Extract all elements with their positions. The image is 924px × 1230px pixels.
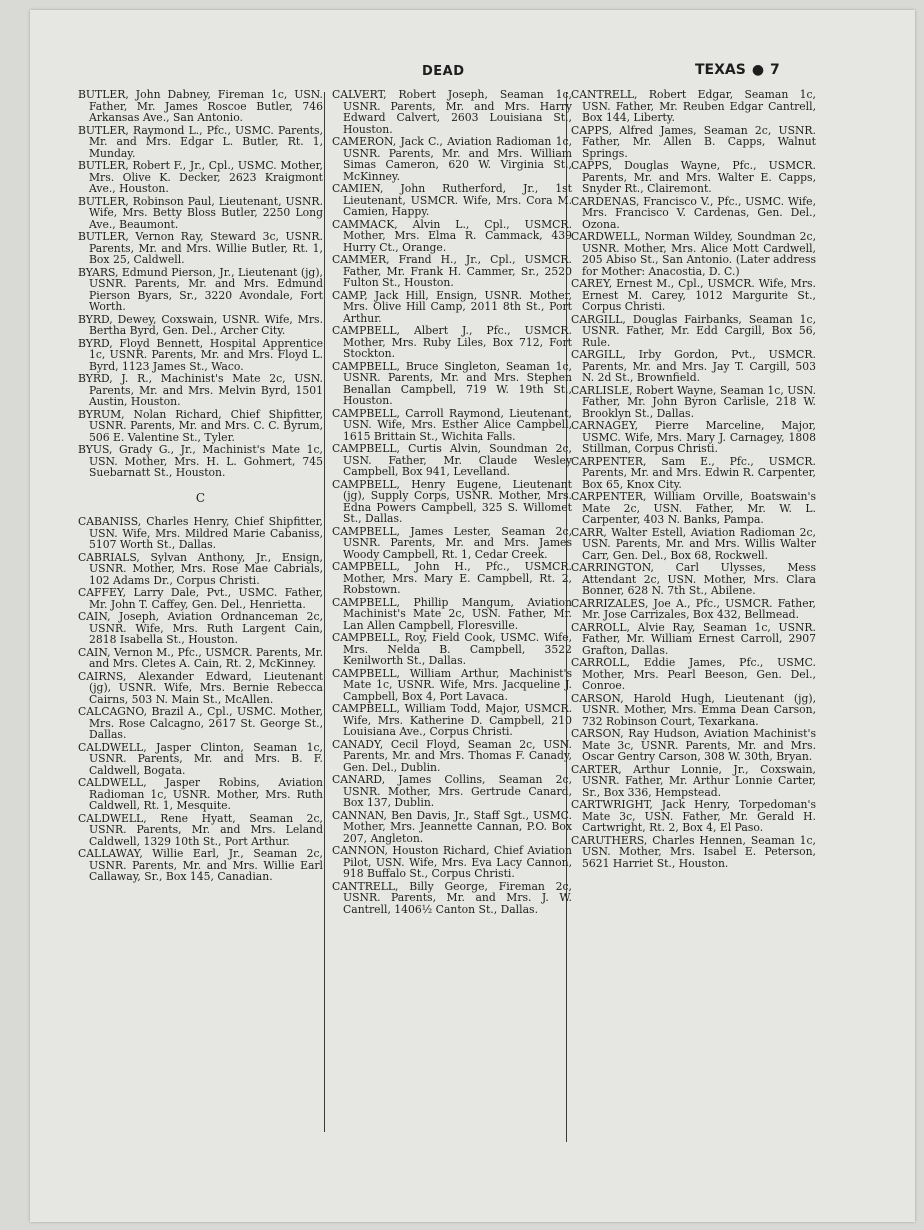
- list-item: CAMPBELL, Bruce Singleton, Seaman 1c, USNR. Parents, Mr. and Mrs. Stephen Benallan Campbell, 719 W. 19th St., Houston.: [332, 359, 572, 407]
- list-item: CARGILL, Irby Gordon, Pvt., USMCR. Parents, Mr. and Mrs. Jay T. Cargill, 503 N. 2d St., Brownfield.: [571, 348, 816, 384]
- state-page-label: [695, 62, 780, 78]
- section-letter: C: [195, 490, 206, 505]
- column-3: [571, 89, 816, 870]
- list-item: CAMPBELL, John H., Pfc., USMCR. Mother, Mrs. Mary E. Campbell, Rt. 2, Robstown.: [332, 560, 572, 596]
- list-item: BYARS, Edmund Pierson, Jr., Lieutenant (jg), USNR. Parents, Mr. and Mrs. Edmund Pierson Byars, Sr., 3220 Avondale, Fort Worth.: [78, 265, 323, 313]
- list-item: BYRD, Floyd Bennett, Hospital Apprentice 1c, USNR. Parents, Mr. and Mrs. Floyd L. Byrd, 1123 James St., Waco.: [78, 336, 323, 373]
- page-number: 7: [770, 62, 780, 78]
- list-item: CAMIEN, John Rutherford, Jr., 1st Lieutenant, USMCR. Wife, Mrs. Cora M. Camien, Happy.: [332, 182, 572, 218]
- list-item: CAMPBELL, Phillip Mangum, Aviation Machinist's Mate 2c, USN. Father, Mr. Lan Allen Campbell, Floresville.: [332, 595, 572, 632]
- list-item: CAIN, Joseph, Aviation Ordnanceman 2c, USNR. Wife, Mrs. Ruth Largent Cain, 2818 Isabella St., Houston.: [78, 610, 323, 646]
- list-item: CARPENTER, Sam E., Pfc., USMCR. Parents, Mr. and Mrs. Edwin R. Carpenter, Box 65, Knox City.: [571, 454, 816, 491]
- list-item: CANTRELL, Robert Edgar, Seaman 1c, USN. Father, Mr. Reuben Edgar Cantrell, Box 144, Liberty.: [571, 88, 816, 124]
- list-item: CANNON, Houston Richard, Chief Aviation Pilot, USN. Wife, Mrs. Eva Lacy Cannon, 918 Buffalo St., Corpus Christi.: [332, 844, 572, 880]
- bullet-separator: ●: [751, 62, 765, 78]
- list-item: CAPPS, Douglas Wayne, Pfc., USMCR. Parents, Mr. and Mrs. Walter E. Capps, Snyder Rt., Clairemont.: [571, 159, 816, 195]
- list-item: CARROLL, Eddie James, Pfc., USMC. Mother, Mrs. Pearl Beeson, Gen. Del., Conroe.: [571, 656, 816, 692]
- list-item: CAMPBELL, William Todd, Major, USMCR. Wife, Mrs. Katherine D. Campbell, 210 Louisiana Ave., Corpus Christi.: [332, 702, 572, 738]
- list-item: CAMMER, Frand H., Jr., Cpl., USMCR. Father, Mr. Frank H. Cammer, Sr., 2520 Fulton St., Houston.: [332, 253, 572, 289]
- list-item: CAREY, Ernest M., Cpl., USMCR. Wife, Mrs. Ernest M. Carey, 1012 Margurite St., Corpus Christi.: [571, 277, 816, 313]
- list-item: BYUS, Grady G., Jr., Machinist's Mate 1c, USN. Mother, Mrs. H. L. Gohmert, 745 Suebarnatt St., Houston.: [78, 443, 323, 479]
- list-item: CALVERT, Robert Joseph, Seaman 1c, USNR. Parents, Mr. and Mrs. Harry Edward Calvert, 2603 Louisiana St., Houston.: [332, 88, 572, 136]
- list-item: CALCAGNO, Brazil A., Cpl., USMC. Mother, Mrs. Rose Calcagno, 2617 St. George St., Dallas.: [78, 705, 323, 741]
- list-item: BUTLER, Raymond L., Pfc., USMC. Parents, Mr. and Mrs. Edgar L. Butler, Rt. 1, Munday.: [78, 123, 323, 160]
- list-item: CABRIALS, Sylvan Anthony, Jr., Ensign, USNR. Mother, Mrs. Rose Mae Cabrials, 102 Adams Dr., Corpus Christi.: [78, 550, 323, 587]
- list-item: CAFFEY, Larry Dale, Pvt., USMC. Father, Mr. John T. Caffey, Gen. Del., Henrietta.: [78, 586, 323, 611]
- page-heading: DEAD: [422, 64, 465, 79]
- list-item: CARSON, Harold Hugh, Lieutenant (jg), USNR. Mother, Mrs. Emma Dean Carson, 732 Robinson Court, Texarkana.: [571, 691, 816, 728]
- list-item: CAMPBELL, Albert J., Pfc., USMCR. Mother, Mrs. Ruby Liles, Box 712, Fort Stockton.: [332, 324, 572, 360]
- list-item: CAIRNS, Alexander Edward, Lieutenant (jg), USNR. Wife, Mrs. Bernie Rebecca Cairns, 503 N. Main St., McAllen.: [78, 669, 323, 706]
- list-item: CANTRELL, Billy George, Fireman 2c, USNR. Parents, Mr. and Mrs. J. W. Cantrell, 1406½ Canton St., Dallas.: [332, 879, 572, 916]
- list-item: CAMPBELL, Roy, Field Cook, USMC. Wife, Mrs. Nelda B. Campbell, 3522 Kenilworth St., Dallas.: [332, 631, 572, 667]
- list-item: CALDWELL, Rene Hyatt, Seaman 2c, USNR. Parents, Mr. and Mrs. Leland Caldwell, 1329 10th St., Port Arthur.: [78, 811, 323, 848]
- list-item: CAPPS, Alfred James, Seaman 2c, USNR. Father, Mr. Allen B. Capps, Walnut Springs.: [571, 123, 816, 160]
- list-item: CARGILL, Douglas Fairbanks, Seaman 1c, USNR. Father, Mr. Edd Cargill, Box 56, Rule.: [571, 312, 816, 349]
- column-1: [78, 89, 323, 884]
- list-item: CARRINGTON, Carl Ulysses, Mess Attendant 2c, USN. Mother, Mrs. Clara Bonner, 628 N. 7th St., Abilene.: [571, 561, 816, 597]
- list-item: CARDENAS, Francisco V., Pfc., USMC. Wife, Mrs. Francisco V. Cardenas, Gen. Del., Ozona.: [571, 194, 816, 231]
- document-page: [30, 10, 915, 1222]
- list-item: CARUTHERS, Charles Hennen, Seaman 1c, USN. Mother, Mrs. Isabel E. Peterson, 5621 Harriet St., Houston.: [571, 833, 816, 870]
- list-item: CARNAGEY, Pierre Marceline, Major, USMC. Wife, Mrs. Mary J. Carnagey, 1808 Stillman, Corpus Christi.: [571, 419, 816, 455]
- list-item: BYRD, J. R., Machinist's Mate 2c, USN. Parents, Mr. and Mrs. Melvin Byrd, 1501 Austin, Houston.: [78, 372, 323, 408]
- list-item: CARROLL, Alvie Ray, Seaman 1c, USNR. Father, Mr. William Ernest Carroll, 2907 Grafton, Dallas.: [571, 620, 816, 657]
- list-item: CAIN, Vernon M., Pfc., USMCR. Parents, Mr. and Mrs. Cletes A. Cain, Rt. 2, McKinney.: [78, 645, 323, 670]
- list-item: CAMERON, Jack C., Aviation Radioman 1c, USNR. Parents, Mr. and Mrs. William Simas Cameron, 620 W. Virginia St., McKinney.: [332, 135, 572, 183]
- list-item: CAMPBELL, Curtis Alvin, Soundman 2c, USN. Father, Mr. Claude Wesley Campbell, Box 941, Levelland.: [332, 442, 572, 478]
- list-item: BYRD, Dewey, Coxswain, USNR. Wife, Mrs. Bertha Byrd, Gen. Del., Archer City.: [78, 312, 323, 337]
- list-item: CALDWELL, Jasper Robins, Aviation Radioman 1c, USNR. Mother, Mrs. Ruth Caldwell, Rt. 1, Mesquite.: [78, 776, 323, 812]
- list-item: CAMP, Jack Hill, Ensign, USNR. Mother, Mrs. Olive Hill Camp, 2011 8th St., Port Arthur.: [332, 288, 572, 325]
- list-item: CARTWRIGHT, Jack Henry, Torpedoman's Mate 3c, USN. Father, Mr. Gerald H. Cartwright, Rt. 2, Box 4, El Paso.: [571, 798, 816, 834]
- list-item: CARRIZALES, Joe A., Pfc., USMCR. Father, Mr. Jose Carrizales, Box 432, Bellmead.: [571, 596, 816, 621]
- list-item: CARLISLE, Robert Wayne, Seaman 1c, USN. Father, Mr. John Byron Carlisle, 218 W. Brooklyn St., Dallas.: [571, 383, 816, 420]
- list-item: CARTER, Arthur Lonnie, Jr., Coxswain, USNR. Father, Mr. Arthur Lonnie Carter, Sr., Box 336, Hempstead.: [571, 762, 816, 799]
- list-item: CALDWELL, Jasper Clinton, Seaman 1c, USNR. Parents, Mr. and Mrs. B. F. Caldwell, Bogata.: [78, 740, 323, 777]
- list-item: BUTLER, Vernon Ray, Steward 3c, USNR. Parents, Mr. and Mrs. Willie Butler, Rt. 1, Box 25, Caldwell.: [78, 230, 323, 266]
- state-name: TEXAS: [695, 62, 746, 78]
- list-item: CAMPBELL, Carroll Raymond, Lieutenant, USN. Wife, Mrs. Esther Alice Campbell, 1615 Brittain St., Wichita Falls.: [332, 406, 572, 443]
- list-item: CABANISS, Charles Henry, Chief Shipfitter, USN. Wife, Mrs. Mildred Marie Cabaniss, 5107 Worth St., Dallas.: [78, 515, 323, 551]
- list-item: BUTLER, Robinson Paul, Lieutenant, USNR. Wife, Mrs. Betty Bloss Butler, 2250 Long Ave., Beaumont.: [78, 194, 323, 231]
- list-item: CARPENTER, William Orville, Boatswain's Mate 2c, USN. Father, Mr. W. L. Carpenter, 403 N. Banks, Pampa.: [571, 490, 816, 526]
- list-item: CALLAWAY, Willie Earl, Jr., Seaman 2c, USNR. Parents, Mr. and Mrs. Willie Earl Callaway, Sr., Box 145, Canadian.: [78, 847, 323, 883]
- list-item: CAMPBELL, James Lester, Seaman 2c, USNR. Parents, Mr. and Mrs. James Woody Campbell, Rt. 1, Cedar Creek.: [332, 524, 572, 561]
- list-item: CANARD, James Collins, Seaman 2c, USNR. Mother, Mrs. Gertrude Canard, Box 137, Dublin.: [332, 773, 572, 809]
- list-item: CANNAN, Ben Davis, Jr., Staff Sgt., USMC. Mother, Mrs. Jeannette Cannan, P.O. Box 207, Angleton.: [332, 808, 572, 845]
- list-item: CANADY, Cecil Floyd, Seaman 2c, USN. Parents, Mr. and Mrs. Thomas F. Canady, Gen. Del., Dublin.: [332, 737, 572, 774]
- list-item: BYRUM, Nolan Richard, Chief Shipfitter, USNR. Parents, Mr. and Mrs. C. C. Byrum, 506 E. Valentine St., Tyler.: [78, 407, 323, 444]
- list-item: CARR, Walter Estell, Aviation Radioman 2c, USN. Parents, Mr. and Mrs. Willis Walter Carr, Gen. Del., Box 68, Rockwell.: [571, 525, 816, 562]
- column-2: [332, 89, 572, 916]
- list-item: CARDWELL, Norman Wildey, Soundman 2c, USNR. Mother, Mrs. Alice Mott Cardwell, 205 Abiso St., San Antonio. (Later address for Mother: Anacostia, D. C.): [571, 230, 816, 278]
- list-item: CAMPBELL, Henry Eugene, Lieutenant (jg), Supply Corps, USNR. Mother, Mrs. Edna Powers Campbell, 325 S. Willomet St., Dallas.: [332, 477, 572, 525]
- column-divider: [324, 92, 325, 1132]
- list-item: BUTLER, Robert F., Jr., Cpl., USMC. Mother, Mrs. Olive K. Decker, 2623 Kraigmont Ave., Houston.: [78, 159, 323, 195]
- list-item: CAMPBELL, William Arthur, Machinist's Mate 1c, USNR. Wife, Mrs. Jacqueline J. Campbell, Box 4, Port Lavaca.: [332, 666, 572, 703]
- list-item: BUTLER, John Dabney, Fireman 1c, USN. Father, Mr. James Roscoe Butler, 746 Arkansas Ave., San Antonio.: [78, 88, 323, 124]
- list-item: CARSON, Ray Hudson, Aviation Machinist's Mate 3c, USNR. Parents, Mr. and Mrs. Oscar Gentry Carson, 308 W. 30th, Bryan.: [571, 727, 816, 763]
- list-item: CAMMACK, Alvin L., Cpl., USMCR. Mother, Mrs. Elma R. Cammack, 439 Hurry Ct., Orange.: [332, 217, 572, 254]
